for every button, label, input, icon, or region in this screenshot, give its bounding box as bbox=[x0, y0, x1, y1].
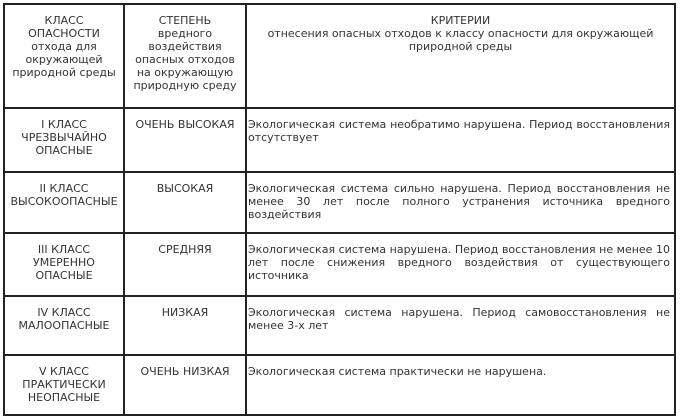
header-degree-line: на окружающую bbox=[136, 66, 234, 79]
table-row bbox=[4, 233, 675, 295]
class-line: МАЛООПАСНЫЕ bbox=[18, 318, 110, 332]
degree-text: ОЧЕНЬ ВЫСОКАЯ bbox=[135, 117, 235, 131]
criteria-text: Экологическая система практически не нарушена. bbox=[248, 364, 547, 378]
header-criteria-cell bbox=[246, 4, 675, 108]
class-line: ВЫСОКООПАСНЫЕ bbox=[10, 195, 118, 209]
criteria-text: Экологическая система необратимо нарушена. Период восстановления отсутствует bbox=[248, 117, 670, 144]
criteria-text: Экологическая система сильно нарушена. Период восстановления не менее 30 лет после полного устранения источника вредного воздействия bbox=[248, 182, 670, 222]
header-degree-line: природную среду bbox=[133, 79, 237, 92]
table-row bbox=[4, 355, 675, 415]
header-degree-line: СТЕПЕНЬ bbox=[158, 14, 212, 27]
header-class-cell bbox=[4, 4, 124, 108]
table-row bbox=[4, 172, 675, 233]
header-degree-line: опасных отходов bbox=[135, 53, 235, 66]
class-line: IV КЛАСС bbox=[37, 305, 91, 319]
class-line: V КЛАСС bbox=[39, 364, 89, 378]
class-cell bbox=[4, 296, 124, 355]
table-row bbox=[4, 296, 675, 355]
header-class-line: окружающей bbox=[25, 53, 103, 66]
class-cell bbox=[4, 233, 124, 295]
degree-text: ОЧЕНЬ НИЗКАЯ bbox=[140, 364, 230, 378]
degree-cell bbox=[124, 172, 246, 233]
header-class-line: природной среды bbox=[12, 66, 116, 79]
class-line: ОПАСНЫЕ bbox=[35, 269, 93, 283]
class-line: II КЛАСС bbox=[39, 182, 89, 196]
class-line: НЕОПАСНЫЕ bbox=[27, 390, 101, 404]
table-row bbox=[4, 108, 675, 172]
table-header-row bbox=[4, 4, 675, 108]
degree-text: ВЫСОКАЯ bbox=[156, 182, 214, 196]
class-line: I КЛАСС bbox=[41, 117, 87, 131]
header-degree-line: воздействия bbox=[148, 40, 222, 53]
header-criteria-line: отнесения опасных отходов к классу опасности для окружающей bbox=[267, 27, 654, 40]
header-degree-cell bbox=[124, 4, 246, 108]
degree-text: НИЗКАЯ bbox=[161, 305, 209, 319]
header-degree-line: вредного bbox=[157, 27, 213, 40]
criteria-cell bbox=[246, 108, 675, 172]
class-cell bbox=[4, 108, 124, 172]
degree-cell bbox=[124, 355, 246, 415]
header-criteria-line: природной среды bbox=[408, 40, 513, 53]
degree-text: СРЕДНЯЯ bbox=[158, 243, 212, 257]
header-class-line: КЛАСС bbox=[44, 14, 84, 27]
header-class-line: отхода для bbox=[31, 40, 97, 53]
class-line: ЧРЕЗВЫЧАЙНО bbox=[21, 130, 107, 144]
criteria-cell bbox=[246, 172, 675, 233]
class-line: ПРАКТИЧЕСКИ bbox=[22, 377, 106, 391]
degree-cell bbox=[124, 108, 246, 172]
class-cell bbox=[4, 172, 124, 233]
class-line: УМЕРЕННО bbox=[33, 256, 95, 270]
class-line: ОПАСНЫЕ bbox=[35, 143, 93, 157]
criteria-text: Экологическая система нарушена. Период самовосстановления не менее 3-х лет bbox=[248, 305, 670, 332]
criteria-cell bbox=[246, 296, 675, 355]
header-class-line: ОПАСНОСТИ bbox=[28, 27, 100, 40]
degree-cell bbox=[124, 233, 246, 295]
degree-cell bbox=[124, 296, 246, 355]
class-cell bbox=[4, 355, 124, 415]
criteria-cell bbox=[246, 355, 675, 415]
criteria-text: Экологическая система нарушена. Период восстановления не менее 10 лет после снижения вредного воздействия от существующего источника bbox=[248, 243, 670, 283]
hazard-class-table bbox=[3, 3, 676, 416]
criteria-cell bbox=[246, 233, 675, 295]
header-criteria-line: КРИТЕРИИ bbox=[430, 14, 491, 27]
class-line: III КЛАСС bbox=[37, 243, 91, 257]
